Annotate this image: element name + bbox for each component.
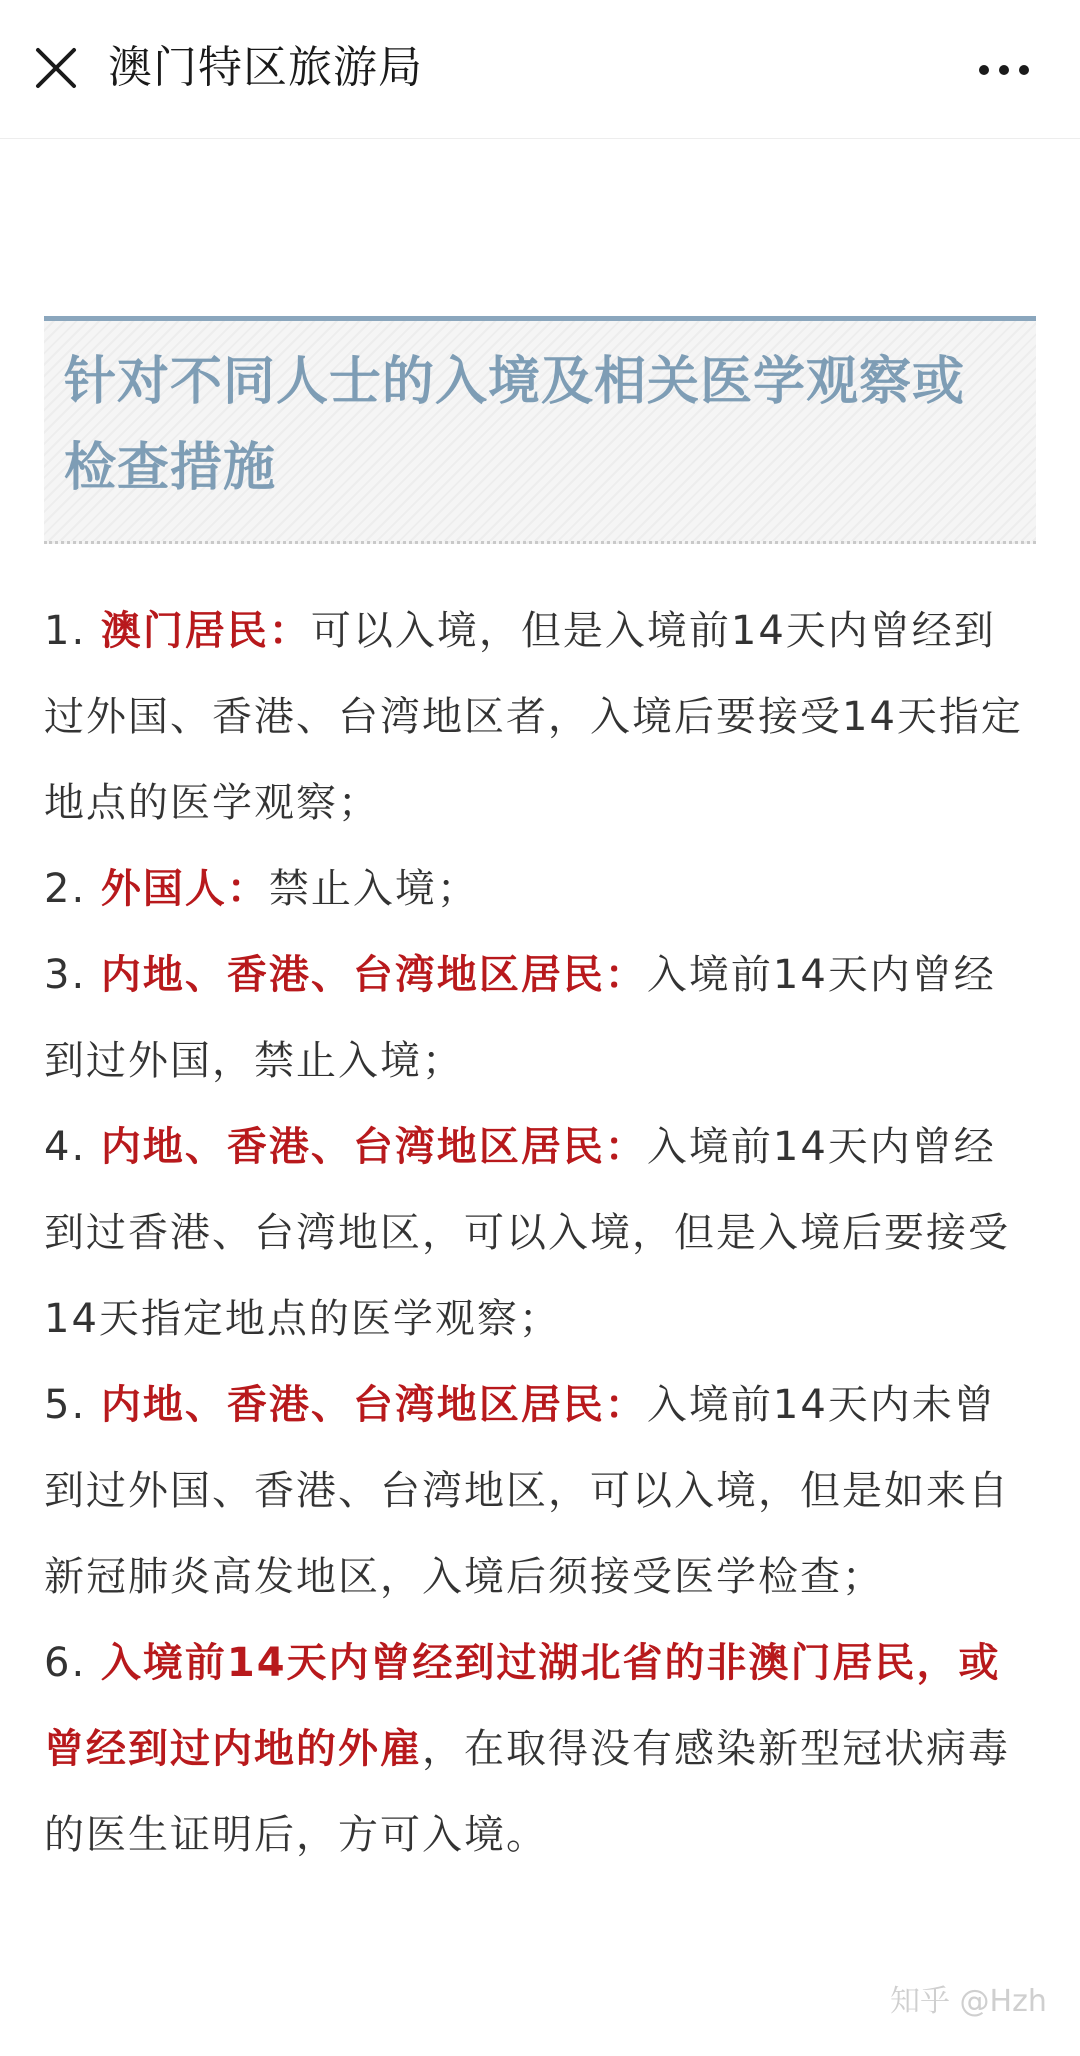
item-number: 1. <box>44 608 101 654</box>
list-item <box>44 932 1036 1104</box>
item-label: 入境前14天内曾经到过湖北省的非澳门居民，或曾经到过内地的外雇 <box>44 1640 1001 1772</box>
window-title: 澳门特区旅游局 <box>108 42 423 93</box>
item-number: 4. <box>44 1124 101 1170</box>
section-heading: 针对不同人士的入境及相关医学观察或检查措施 <box>64 352 966 498</box>
item-text: 可以入境，但是入境前14天内曾经到过外国、香港、台湾地区者，入境后要接受14天指定地点的医学观察； <box>44 608 1023 826</box>
item-text: 禁止入境； <box>268 866 479 912</box>
item-label: 内地、香港、台湾地区居民： <box>100 1124 647 1170</box>
article-content <box>44 316 1036 1878</box>
section-heading-box <box>44 316 1036 544</box>
item-number: 2. <box>44 866 101 912</box>
item-label: 内地、香港、台湾地区居民： <box>100 952 647 998</box>
list-item <box>44 588 1036 846</box>
list-item <box>44 1620 1036 1878</box>
list-item <box>44 1362 1036 1620</box>
list-item <box>44 846 1036 932</box>
close-icon <box>32 44 80 92</box>
item-text: ，在取得没有感染新型冠状病毒的医生证明后，方可入境。 <box>44 1726 1010 1858</box>
item-number: 3. <box>44 952 101 998</box>
item-label: 澳门居民： <box>100 608 311 654</box>
more-button[interactable] <box>976 58 1032 82</box>
measures-list <box>44 588 1036 1878</box>
item-text: 入境前14天内未曾到过外国、香港、台湾地区，可以入境，但是如来自新冠肺炎高发地区，入境后须接受医学检查； <box>44 1382 1010 1600</box>
item-number: 5. <box>44 1382 101 1428</box>
item-text: 入境前14天内曾经到过外国，禁止入境； <box>44 952 996 1084</box>
item-label: 外国人： <box>100 866 269 912</box>
item-text: 入境前14天内曾经到过香港、台湾地区，可以入境，但是入境后要接受14天指定地点的医学观察； <box>44 1124 1010 1342</box>
close-button[interactable] <box>32 44 80 92</box>
top-bar <box>0 0 1080 139</box>
list-item <box>44 1104 1036 1362</box>
item-number: 6. <box>44 1640 101 1686</box>
item-label: 内地、香港、台湾地区居民： <box>100 1382 647 1428</box>
more-icon <box>976 58 1032 82</box>
watermark: 知乎 @Hzh <box>890 1984 1047 2019</box>
